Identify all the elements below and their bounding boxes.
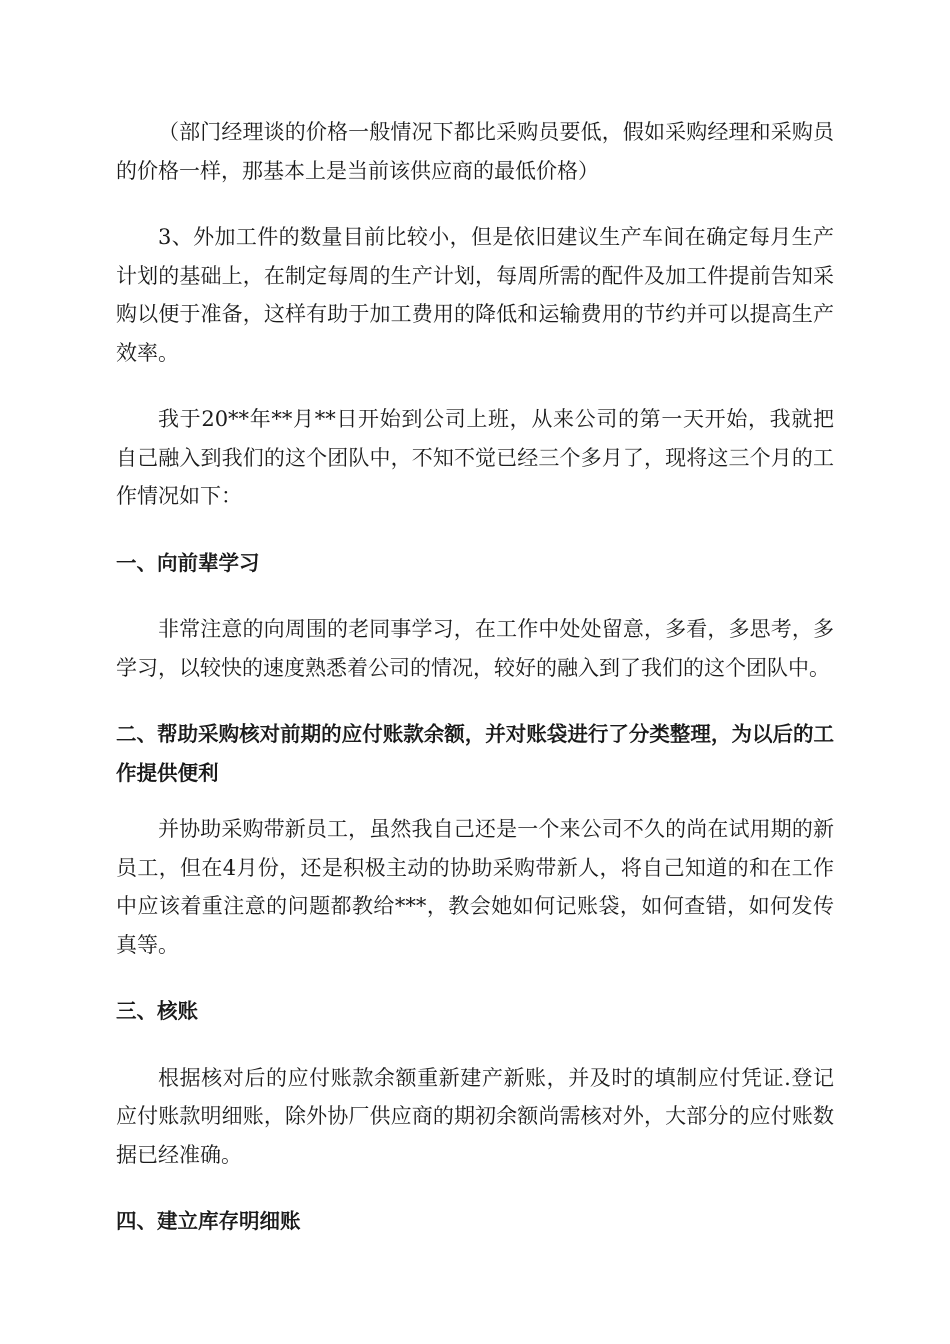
paragraph-intro: 我于20**年**月**日开始到公司上班，从来公司的第一天开始，我就把自己融入到我们的这个团队中，不知不觉已经三个多月了，现将这三个月的工作情况如下： xyxy=(116,407,834,508)
heading-inventory-ledger: 四、建立库存明细账 xyxy=(116,1209,301,1233)
paragraph-price-note: （部门经理谈的价格一般情况下都比采购员要低，假如采购经理和采购员的价格一样，那基本上是当前该供应商的最低价格） xyxy=(116,120,834,183)
heading-reconcile-accounts: 三、核账 xyxy=(116,999,198,1023)
paragraph-learning: 非常注意的向周围的老同事学习，在工作中处处留意，多看，多思考，多学习，以较快的速度熟悉着公司的情况，较好的融入到了我们的这个团队中。 xyxy=(116,617,834,680)
paragraph-processing-parts: 3、外加工件的数量目前比较小，但是依旧建议生产车间在确定每月生产计划的基础上，在制定每周的生产计划，每周所需的配件及加工件提前告知采购以便于准备，这样有助于加工费用的降低和运输费用的节约并可以提高生产效率。 xyxy=(116,225,834,365)
heading-verify-payables: 二、帮助采购核对前期的应付账款余额，并对账袋进行了分类整理，为以后的工作提供便利 xyxy=(116,722,834,785)
paragraph-new-ledger: 根据核对后的应付账款余额重新建产新账，并及时的填制应付凭证.登记应付账款明细账，除外协厂供应商的期初余额尚需核对外，大部分的应付账数据已经准确。 xyxy=(116,1065,834,1167)
paragraph-train-new-staff: 并协助采购带新员工，虽然我自己还是一个来公司不久的尚在试用期的新员工，但在4月份，还是积极主动的协助采购带新人，将自己知道的和在工作中应该着重注意的问题都教给***，教会她如何记账袋，如何查错，如何发传真等。 xyxy=(116,817,834,957)
heading-learn-from-seniors: 一、向前辈学习 xyxy=(116,550,260,575)
document-body xyxy=(116,113,834,1269)
